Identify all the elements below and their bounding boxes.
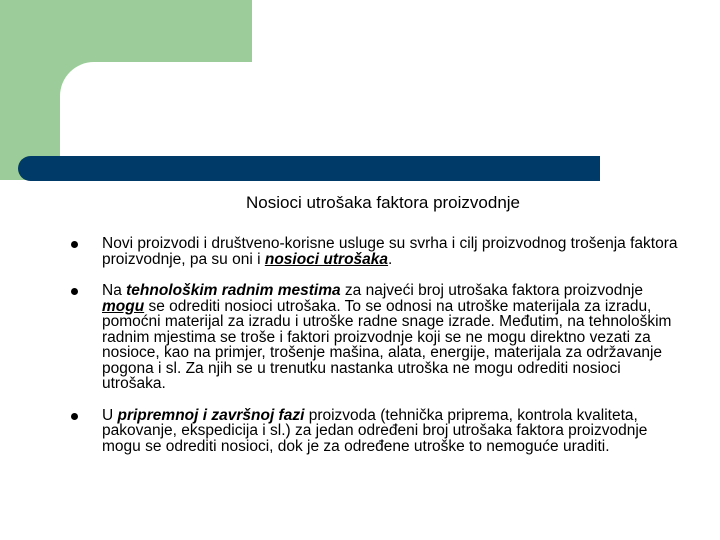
bullet-text: .	[388, 250, 393, 268]
emphasis-text: nosioci utrošaka	[264, 250, 389, 268]
bullet-text: U	[102, 406, 118, 424]
bullet-dot-icon	[71, 241, 78, 248]
bullet-text: Novi proizvodi i društveno-korisne usluge su svrha i cilj proizvodnog trošenja faktora proizvodnje, pa su oni i	[102, 235, 678, 268]
bullet-item	[70, 283, 685, 392]
emphasis-text: pripremnoj i završnoj fazi	[117, 406, 305, 424]
bullet-item	[70, 236, 685, 267]
bullet-dot-icon	[71, 288, 78, 295]
decorative-title-bar	[18, 156, 600, 181]
bullet-text: se odrediti nosioci utrošaka. To se odnosi na utroške materijala za izradu, pomoćni materijal za izradu i utroške radne snage izrade. Međutim, na tehnološkim radnim mjestima se troše i faktori proizvodnje koji se ne mogu direktno vezati za nosioce, kao na primjer, trošenje mašina, alata, energije, materijala za održavanje pogona i sl. Za njih se u trenutku nastanka utroška ne mogu odrediti nosioci utrošaka.	[102, 297, 672, 392]
emphasis-text: tehnološkim radnim mestima	[126, 282, 341, 299]
bullet-list	[70, 236, 685, 454]
bullet-dot-icon	[71, 413, 78, 420]
bullet-text: Na	[102, 282, 127, 299]
bullet-text: za najveći broj utrošaka faktora proizvodnje	[340, 282, 644, 299]
emphasis-text: mogu	[102, 297, 145, 315]
bullet-text: proizvoda (tehnička priprema, kontrola kvaliteta, pakovanje, ekspedicija i sl.) za jedan određeni broj utrošaka faktora proizvodnje mogu se odrediti nosioci, dok je za određene utroške to nemoguće uraditi.	[102, 406, 648, 455]
slide-title: Nosioci utrošaka faktora proizvodnje	[245, 193, 521, 212]
bullet-item	[70, 408, 685, 455]
